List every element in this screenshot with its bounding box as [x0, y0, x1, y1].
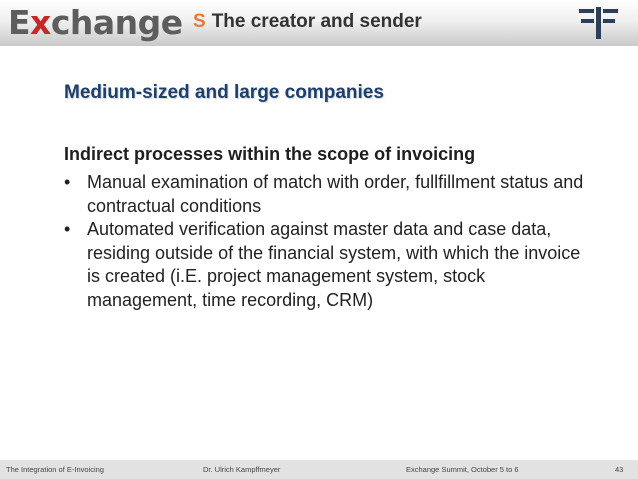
slide-footer [0, 460, 638, 479]
exchange-logo: Exchange [8, 3, 183, 42]
footer-event: Exchange Summit, October 5 to 6 [406, 465, 519, 474]
title-mark: S [193, 11, 206, 32]
footer-left: The Integration of E-Invoicing [6, 465, 104, 474]
slide-header [0, 0, 638, 46]
bullet-item [64, 171, 584, 218]
bullet-text: Manual examination of match with order, fullfillment status and contractual conditions [87, 172, 584, 216]
bullet-list [64, 171, 584, 312]
slide-subtitle: Medium-sized and large companies [64, 82, 384, 103]
title-text: The creator and sender [211, 11, 422, 32]
brand-logo-icon [579, 7, 619, 39]
slide-title [193, 11, 422, 33]
bullet-dot: • [64, 219, 71, 239]
page-number: 43 [615, 465, 624, 474]
footer-author: Dr. Ulrich Kampffmeyer [203, 465, 281, 474]
bullet-dot: • [64, 172, 71, 192]
section-heading: Indirect processes within the scope of invoicing [64, 144, 476, 164]
bullet-item [64, 218, 584, 312]
bullet-text: Automated verification against master data and case data, residing outside of the financial system, with which the invoice is created (i.E. project management system, stock management, time recording, CRM) [87, 219, 581, 310]
